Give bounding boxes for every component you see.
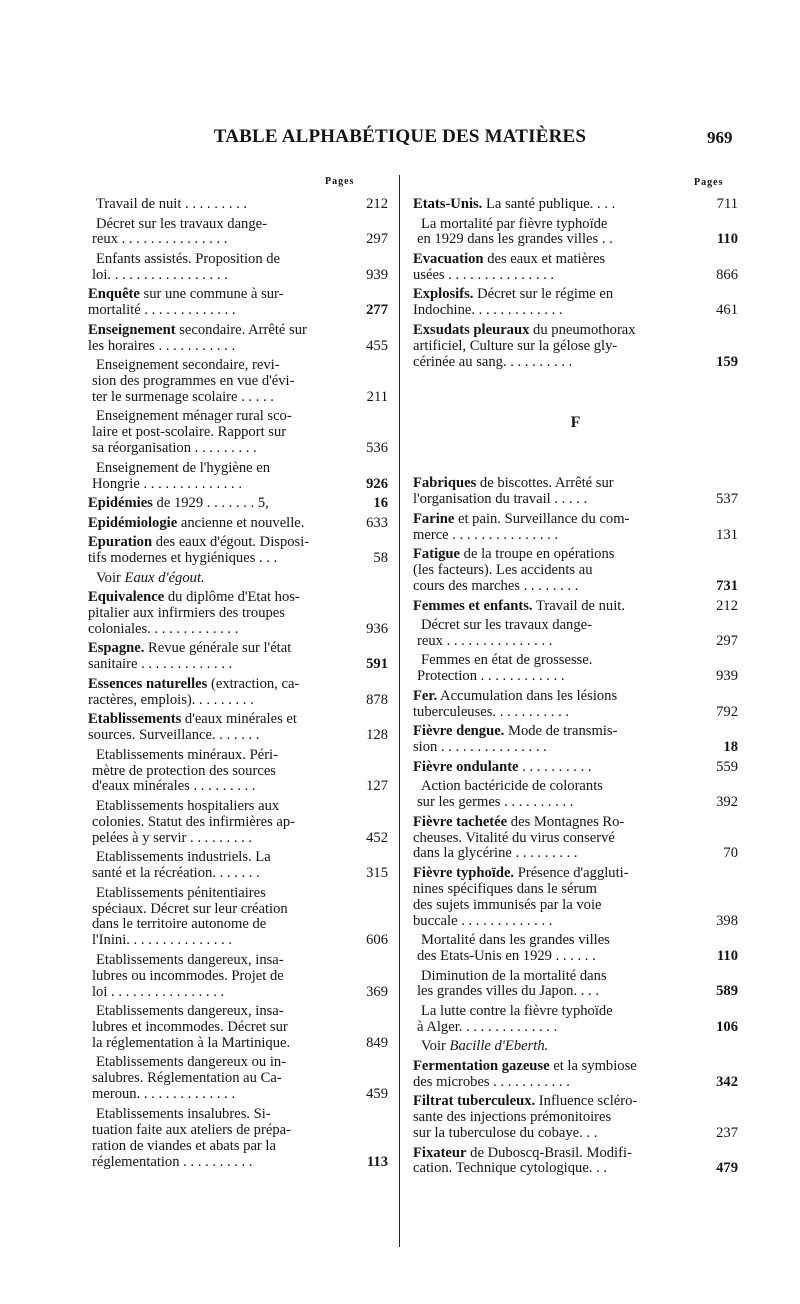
index-subentry	[88, 1107, 388, 1171]
page-reference: 536	[366, 440, 388, 457]
entry-text: Etablissements dangereux ou in-	[96, 1055, 287, 1071]
entry-line: pelées à y servir . . . . . . . . .	[92, 830, 253, 846]
entry-line	[88, 516, 348, 532]
entry-line	[88, 677, 348, 693]
page-reference: 711	[716, 196, 738, 212]
entry-line	[417, 217, 698, 233]
entry-line: cérinée au sang. . . . . . . . . .	[413, 354, 573, 370]
entry-line	[88, 496, 348, 512]
entry-heading: Exsudats pleuraux	[413, 322, 530, 338]
entry-line	[88, 641, 348, 657]
entry-text: (extraction, ca-	[207, 676, 300, 692]
entry-text: de Duboscq-Brasil. Modifi-	[466, 1145, 632, 1161]
entry-line: coloniales. . . . . . . . . . . . .	[88, 621, 239, 637]
index-subentry	[88, 217, 388, 249]
index-subentry	[413, 779, 738, 811]
entry-heading: Fixateur	[413, 1145, 467, 1161]
index-subentry	[88, 1004, 388, 1052]
entry-line: ractères, emplois). . . . . . . . .	[88, 692, 254, 708]
page-reference: 128	[366, 727, 388, 744]
entry-line: ter le surmenage scolaire . . . . .	[92, 389, 274, 405]
entry-heading: Epidémies	[88, 496, 153, 512]
index-subentry	[88, 252, 388, 284]
page-reference: 110	[716, 231, 738, 248]
index-entry	[413, 287, 738, 319]
entry-line	[88, 535, 348, 551]
entry-line: reux . . . . . . . . . . . . . . .	[92, 232, 228, 248]
entry-heading: Etablissements	[88, 712, 182, 728]
entry-text: La lutte contre la fièvre typhoïde	[421, 1003, 613, 1019]
index-entry	[413, 512, 738, 544]
entry-line: mètre de protection des sources	[92, 763, 276, 779]
entry-line: salubres. Réglementation au Ca-	[92, 1071, 282, 1087]
entry-line: réglementation . . . . . . . . . .	[92, 1154, 253, 1170]
index-subentry	[88, 850, 388, 882]
entry-line	[417, 969, 698, 985]
entry-line: sources. Surveillance. . . . . . .	[88, 728, 260, 744]
entry-line	[417, 1004, 698, 1020]
entry-text: de biscottes. Arrêté sur	[476, 476, 614, 492]
entry-text: du diplôme d'Etat hos-	[164, 590, 300, 606]
entry-heading: Equivalence	[88, 590, 165, 606]
entry-text: Accumulation dans les lésions	[437, 688, 618, 704]
entry-line: merce . . . . . . . . . . . . . . .	[413, 527, 559, 543]
index-subentry	[88, 1055, 388, 1103]
entry-line: dans le territoire autonome de	[92, 917, 267, 933]
pages-column-label-right: Pages	[694, 177, 724, 188]
entry-line	[413, 815, 698, 831]
page-reference: 18	[723, 739, 738, 756]
entry-text: Présence d'aggluti-	[514, 865, 629, 881]
entry-line	[92, 571, 348, 587]
entry-text: Etablissements minéraux. Péri-	[96, 747, 278, 763]
entry-line: cours des marches . . . . . . . .	[413, 579, 579, 595]
index-subentry	[413, 933, 738, 965]
entry-line: santé et la récréation. . . . . . .	[92, 866, 260, 882]
entry-line: sante des injections prémonitoires	[413, 1110, 612, 1126]
entry-line	[413, 547, 698, 563]
index-subentry	[88, 886, 388, 950]
page-reference: 392	[716, 794, 738, 811]
entry-line	[413, 476, 698, 492]
entry-text: des eaux et matières	[483, 251, 606, 267]
page-reference: 237	[716, 1125, 738, 1142]
entry-text: Etablissements industriels. La	[96, 850, 271, 866]
column-divider	[399, 175, 400, 1247]
page-reference: 342	[716, 1073, 738, 1090]
entry-text: de la troupe en opérations	[460, 547, 615, 563]
page-reference: 936	[366, 620, 388, 637]
index-column-right	[413, 197, 738, 1181]
page-reference: 159	[716, 353, 738, 370]
index-entry	[88, 535, 388, 567]
entry-line	[92, 953, 348, 969]
entry-line: tuberculeuses. . . . . . . . . . .	[413, 704, 570, 720]
index-subentry	[413, 653, 738, 685]
page-reference: 113	[366, 1153, 388, 1170]
page-reference: 16	[373, 495, 388, 512]
entry-line	[88, 712, 348, 728]
entry-text: Enfants assistés. Proposition de	[96, 251, 281, 267]
entry-text: ancienne et nouvelle.	[177, 515, 305, 531]
entry-heading: Fièvre typhoïde.	[413, 865, 515, 881]
entry-heading: Evacuation	[413, 251, 484, 267]
entry-line	[92, 850, 348, 866]
entry-line: cheuses. Vitalité du virus conservé	[413, 830, 615, 846]
page-reference: 459	[366, 1086, 388, 1103]
entry-line: l'Inini. . . . . . . . . . . . . . .	[92, 933, 233, 949]
entry-heading: Explosifs.	[413, 287, 474, 303]
entry-text: Etablissements dangereux, insa-	[96, 1004, 284, 1020]
index-subentry	[413, 217, 738, 249]
entry-line: Indochine. . . . . . . . . . . . .	[413, 303, 563, 319]
entry-line: les grandes villes du Japon. . . .	[417, 984, 599, 1000]
entry-line	[92, 1055, 348, 1071]
index-subentry	[413, 1039, 738, 1055]
index-entry	[88, 712, 388, 744]
page-reference: 70	[723, 845, 738, 862]
entry-line	[417, 618, 698, 634]
page-reference: 849	[366, 1034, 388, 1051]
entry-line	[92, 252, 348, 268]
entry-text: Revue générale sur l'état	[144, 641, 292, 657]
entry-heading: Essences naturelles	[88, 676, 208, 692]
page-reference: 878	[366, 691, 388, 708]
entry-line	[92, 799, 348, 815]
index-subentry	[413, 1004, 738, 1036]
entry-line: l'organisation du travail . . . . .	[413, 492, 588, 508]
index-entry	[88, 496, 388, 512]
index-subentry	[88, 197, 388, 213]
entry-line	[92, 358, 348, 374]
entry-text: Diminution de la mortalité dans	[421, 968, 607, 984]
entry-text: La mortalité par fièvre typhoïde	[421, 216, 608, 232]
page-reference: 792	[716, 703, 738, 720]
index-subentry	[88, 358, 388, 406]
entry-line	[92, 217, 348, 233]
entry-text: Mortalité dans les grandes villes	[421, 933, 610, 949]
entry-line: des microbes . . . . . . . . . . .	[413, 1074, 570, 1090]
index-entry	[413, 547, 738, 595]
entry-text: d'eaux minérales et	[181, 712, 297, 728]
entry-line: à Alger. . . . . . . . . . . . . .	[417, 1019, 558, 1035]
page-reference: 212	[366, 196, 388, 212]
entry-line	[417, 779, 698, 795]
entry-line	[92, 197, 348, 213]
entry-text: Femmes en état de grossesse.	[421, 653, 593, 669]
page-reference: 606	[366, 932, 388, 949]
entry-text: Enseignement de l'hygiène en	[96, 460, 271, 476]
entry-text: et pain. Surveillance du com-	[454, 511, 630, 527]
entry-line: sur les germes . . . . . . . . . .	[417, 795, 574, 811]
entry-line: tuation faite aux ateliers de prépa-	[92, 1122, 291, 1138]
entry-text: Enseignement secondaire, revi-	[96, 358, 280, 374]
entry-heading: Epuration	[88, 535, 153, 551]
entry-line: des Etats-Unis en 1929 . . . . . .	[417, 949, 596, 965]
index-entry	[88, 641, 388, 673]
page-reference: 926	[366, 475, 388, 492]
index-entry	[413, 760, 738, 776]
entry-line	[413, 1094, 698, 1110]
index-entry	[88, 287, 388, 319]
entry-text: Etablissements dangereux, insa-	[96, 952, 284, 968]
entry-text: Enseignement ménager rural sco-	[96, 409, 292, 425]
entry-text: Etablissements hospitaliers aux	[96, 798, 280, 814]
entry-text: Etablissements insalubres. Si-	[96, 1106, 271, 1122]
page-reference: 369	[366, 983, 388, 1000]
entry-line: lubres et incommodes. Décret sur	[92, 1020, 288, 1036]
page-reference: 297	[366, 231, 388, 248]
index-entry	[413, 1059, 738, 1091]
page-reference: 106	[716, 1018, 738, 1035]
page-reference: 866	[716, 266, 738, 283]
entry-line: buccale . . . . . . . . . . . . .	[413, 913, 553, 929]
entry-line: cation. Technique cytologique. . .	[413, 1161, 608, 1177]
entry-text: Décret sur les travaux dange-	[421, 618, 592, 634]
entry-text: Voir	[421, 1039, 450, 1055]
entry-heading: Femmes et enfants.	[413, 598, 533, 614]
entry-line	[92, 461, 348, 477]
index-entry	[413, 1094, 738, 1142]
entry-line	[413, 252, 698, 268]
page-header	[0, 124, 800, 154]
entry-line: loi. . . . . . . . . . . . . . . . .	[92, 267, 228, 283]
index-subentry	[88, 409, 388, 457]
entry-heading: Farine	[413, 511, 455, 527]
index-entry	[413, 252, 738, 284]
entry-line	[92, 1107, 348, 1123]
entry-line	[413, 287, 698, 303]
index-entry	[413, 689, 738, 721]
entry-line	[417, 933, 698, 949]
entry-line	[413, 689, 698, 705]
entry-line: colonies. Statut des infirmières ap-	[92, 814, 296, 830]
index-entry	[413, 599, 738, 615]
index-entry	[88, 323, 388, 355]
entry-line: nines spécifiques dans le sérum	[413, 881, 597, 897]
index-entry	[413, 197, 738, 213]
entry-text: des eaux d'égout. Disposi-	[152, 535, 310, 551]
entry-line	[413, 197, 698, 213]
index-subentry	[88, 799, 388, 847]
index-entry	[413, 476, 738, 508]
entry-line: des sujets immunisés par la voie	[413, 897, 602, 913]
entry-line	[417, 1039, 698, 1055]
entry-text: Travail de nuit.	[532, 598, 625, 614]
index-entry	[413, 323, 738, 371]
entry-heading: Fatigue	[413, 547, 461, 563]
entry-text: Etablissements pénitentiaires	[96, 885, 266, 901]
index-entry	[88, 516, 388, 532]
entry-text: et la symbiose	[549, 1058, 637, 1074]
page-reference: 212	[716, 597, 738, 614]
index-subentry	[88, 748, 388, 796]
page-reference: 398	[716, 912, 738, 929]
index-entry	[88, 590, 388, 638]
entry-heading: Fièvre dengue.	[413, 724, 505, 740]
entry-line: ration de viandes et abats par la	[92, 1138, 276, 1154]
entry-heading: Fer.	[413, 688, 438, 704]
entry-text: La santé publique. . . .	[482, 197, 616, 212]
entry-line	[92, 886, 348, 902]
entry-heading: Etats-Unis.	[413, 197, 483, 212]
section-letter: F	[570, 414, 581, 432]
entry-line	[413, 760, 698, 776]
entry-line: reux . . . . . . . . . . . . . . .	[417, 633, 553, 649]
page-reference: 461	[716, 302, 738, 319]
entry-line: pitalier aux infirmiers des troupes	[88, 605, 285, 621]
entry-heading: Epidémiologie	[88, 515, 178, 531]
pages-column-label-left: Pages	[325, 176, 355, 187]
entry-line	[413, 724, 698, 740]
index-entry	[413, 724, 738, 756]
entry-line	[92, 409, 348, 425]
page-reference: 58	[373, 550, 388, 567]
entry-heading: Fièvre ondulante	[413, 759, 519, 775]
entry-heading: Enseignement	[88, 322, 176, 338]
index-column-left	[88, 197, 388, 1174]
entry-text: Travail de nuit . . . . . . . . .	[96, 197, 248, 212]
entry-line: dans la glycérine . . . . . . . . .	[413, 846, 578, 862]
entry-line: tifs modernes et hygiéniques . . .	[88, 551, 278, 567]
index-entry	[413, 815, 738, 863]
cross-reference: Bacille d'Eberth.	[449, 1039, 549, 1055]
entry-line: mortalité . . . . . . . . . . . . .	[88, 303, 236, 319]
page-reference: 297	[716, 632, 738, 649]
entry-text: du pneumothorax	[529, 322, 636, 338]
index-subentry	[88, 953, 388, 1001]
page-reference: 939	[716, 668, 738, 685]
page-reference: 455	[366, 337, 388, 354]
entry-text: Mode de transmis-	[504, 724, 618, 740]
entry-line: (les facteurs). Les accidents au	[413, 563, 593, 579]
entry-line	[88, 590, 348, 606]
page-reference: 633	[366, 514, 388, 531]
entry-line	[413, 512, 698, 528]
running-title: TABLE ALPHABÉTIQUE DES MATIÈRES	[213, 126, 587, 147]
page-reference: 479	[716, 1160, 738, 1177]
page-reference: 731	[716, 578, 738, 595]
entry-text: de 1929 . . . . . . . 5,	[152, 496, 269, 512]
entry-text: Influence scléro-	[535, 1094, 638, 1110]
entry-line	[413, 599, 698, 615]
entry-line: sanitaire . . . . . . . . . . . . .	[88, 657, 233, 673]
entry-line	[413, 323, 698, 339]
entry-line: lubres ou incommodes. Projet de	[92, 968, 284, 984]
page-reference: 537	[716, 491, 738, 508]
entry-line: Hongrie . . . . . . . . . . . . . .	[92, 476, 242, 492]
entry-text: sur une commune à sur-	[139, 287, 284, 303]
entry-line: sur la tuberculose du cobaye. . .	[413, 1126, 598, 1142]
entry-line: spéciaux. Décret sur leur création	[92, 901, 288, 917]
entry-heading: Espagne.	[88, 641, 145, 657]
page-number: 969	[707, 128, 733, 147]
entry-line	[413, 1059, 698, 1075]
entry-line: la réglementation à la Martinique.	[92, 1035, 291, 1051]
entry-line: sion des programmes en vue d'évi-	[92, 374, 295, 390]
entry-text: Action bactéricide de colorants	[421, 779, 603, 795]
entry-line: Protection . . . . . . . . . . . .	[417, 669, 565, 685]
index-entry	[413, 1146, 738, 1178]
entry-line: usées . . . . . . . . . . . . . . .	[413, 267, 555, 283]
entry-text: Décret sur le régime en	[473, 287, 614, 303]
entry-text: secondaire. Arrêté sur	[175, 322, 307, 338]
entry-line: les horaires . . . . . . . . . . .	[88, 338, 236, 354]
entry-line	[413, 866, 698, 882]
entry-line	[417, 653, 698, 669]
entry-line	[413, 1146, 698, 1162]
entry-line: meroun. . . . . . . . . . . . . .	[92, 1087, 236, 1103]
entry-line	[92, 1004, 348, 1020]
entry-line: laire et post-scolaire. Rapport sur	[92, 425, 287, 441]
cross-reference: Eaux d'égout.	[124, 570, 205, 586]
index-subentry	[88, 571, 388, 587]
entry-line: artificiel, Culture sur la gélose gly-	[413, 338, 618, 354]
page-reference: 591	[366, 656, 388, 673]
page-reference: 277	[366, 302, 388, 319]
entry-text: Voir	[96, 570, 125, 586]
entry-line: en 1929 dans les grandes villes . .	[417, 232, 613, 248]
page-reference: 127	[366, 778, 388, 795]
page-reference: 131	[716, 526, 738, 543]
page-reference: 452	[366, 829, 388, 846]
index-subentry	[88, 461, 388, 493]
page-reference: 589	[716, 983, 738, 1000]
entry-line	[88, 323, 348, 339]
entry-line	[88, 287, 348, 303]
entry-heading: Filtrat tuberculeux.	[413, 1094, 536, 1110]
index-entry	[413, 866, 738, 930]
index-subentry	[413, 618, 738, 650]
entry-heading: Enquête	[88, 287, 140, 303]
page-reference: 110	[716, 948, 738, 965]
page-reference: 211	[366, 388, 388, 405]
page-reference: 559	[716, 758, 738, 775]
index-entry	[88, 677, 388, 709]
page-reference: 315	[366, 865, 388, 882]
entry-text: . . . . . . . . . .	[518, 759, 592, 775]
entry-heading: Fièvre tachetée	[413, 814, 508, 830]
entry-text: des Montagnes Ro-	[507, 814, 625, 830]
entry-line	[92, 748, 348, 764]
entry-line: sa réorganisation . . . . . . . . .	[92, 441, 257, 457]
index-subentry	[413, 969, 738, 1001]
page-reference: 939	[366, 266, 388, 283]
entry-line: loi . . . . . . . . . . . . . . . .	[92, 984, 225, 1000]
entry-heading: Fabriques	[413, 476, 477, 492]
entry-line: sion . . . . . . . . . . . . . . .	[413, 740, 547, 756]
entry-line: d'eaux minérales . . . . . . . . .	[92, 779, 256, 795]
entry-heading: Fermentation gazeuse	[413, 1058, 550, 1074]
entry-text: Décret sur les travaux dange-	[96, 216, 267, 232]
